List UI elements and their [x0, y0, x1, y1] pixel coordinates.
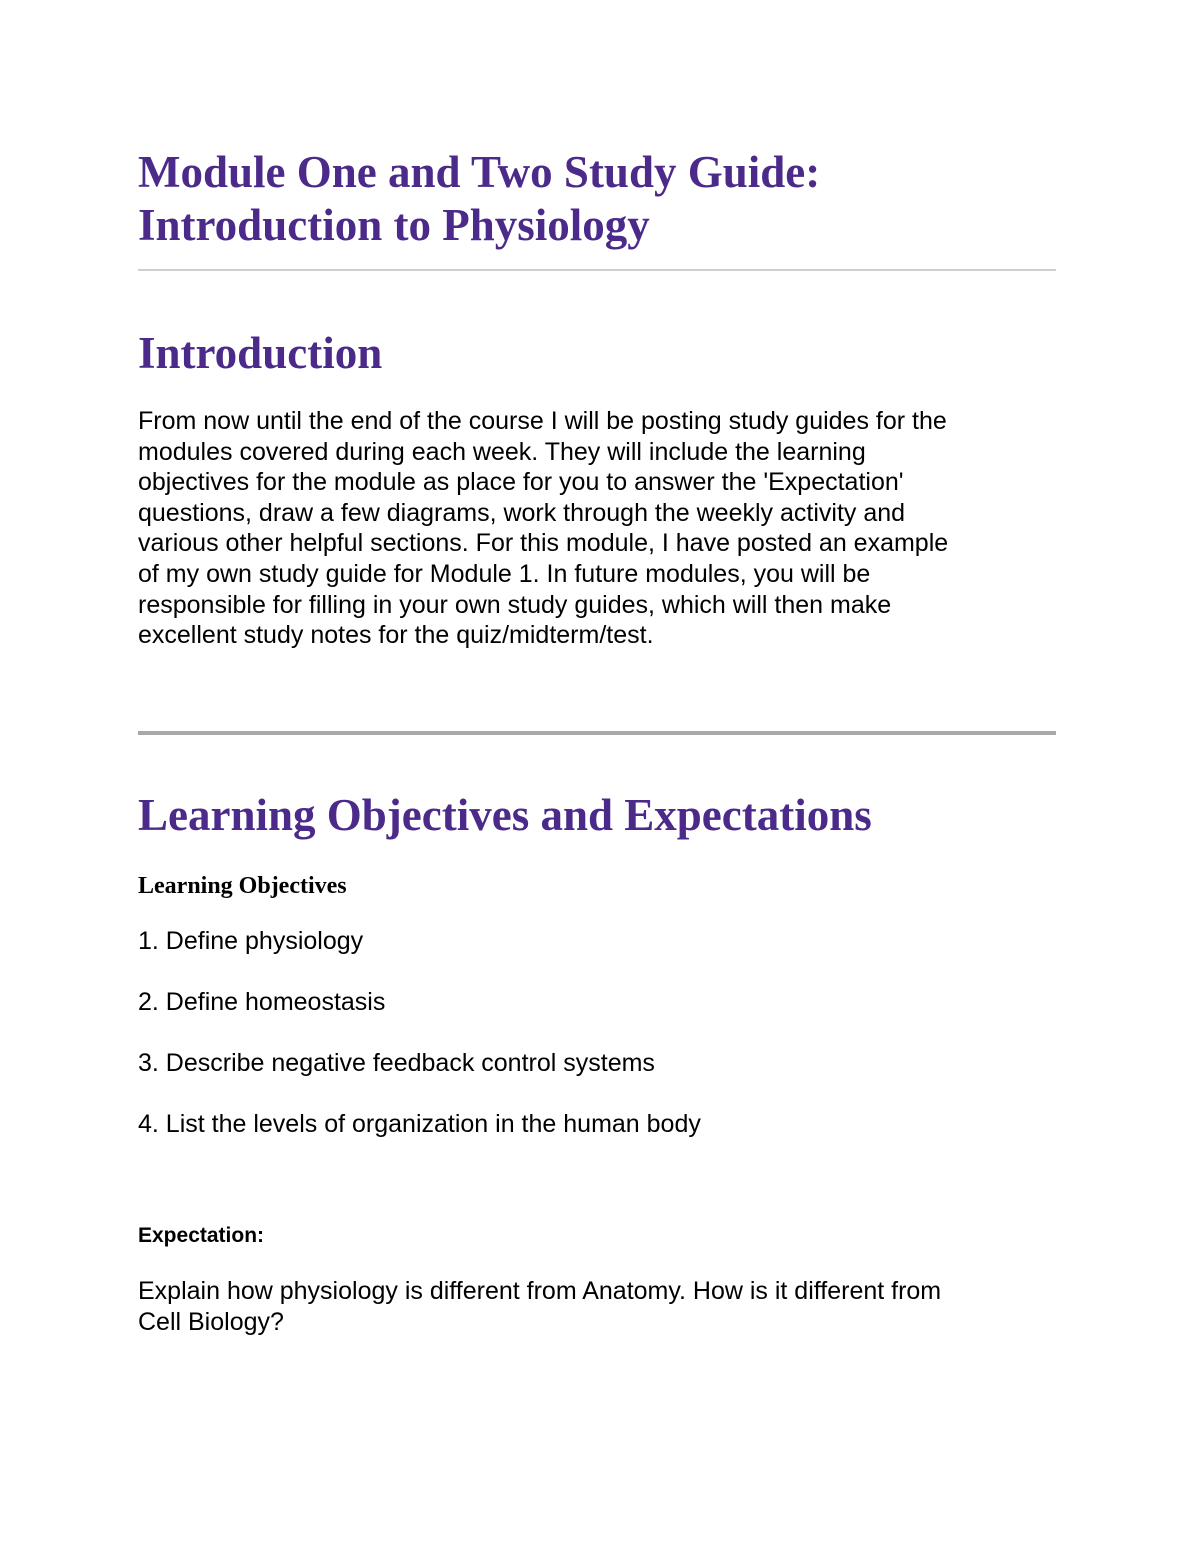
intro-line: responsible for filling in your own study guides, which will then make — [138, 590, 892, 619]
intro-line: questions, draw a few diagrams, work through the weekly activity and — [138, 498, 906, 527]
intro-line: various other helpful sections. For this module, I have posted an example — [138, 529, 949, 558]
intro-line: objectives for the module as place for you to answer the 'Expectation' — [138, 468, 904, 497]
intro-line: excellent study notes for the quiz/midterm/test. — [138, 621, 654, 650]
title-line-1: Module One and Two Study Guide: — [138, 147, 821, 197]
expectation-question — [138, 1276, 1038, 1337]
objective-item: 2. Define homeostasis — [138, 988, 386, 1016]
title-divider — [138, 269, 1056, 271]
document-title — [138, 146, 820, 252]
introduction-paragraph — [138, 406, 1038, 651]
learning-objectives-label: Learning Objectives — [138, 873, 347, 899]
intro-line: From now until the end of the course I will be posting study guides for the — [138, 407, 947, 435]
objective-item: 1. Define physiology — [138, 927, 364, 955]
section-divider — [138, 731, 1056, 735]
intro-line: of my own study guide for Module 1. In future modules, you will be — [138, 559, 871, 588]
objective-item: 3. Describe negative feedback control systems — [138, 1049, 655, 1077]
title-line-2: Introduction to Physiology — [138, 200, 650, 250]
introduction-heading: Introduction — [138, 328, 383, 378]
expectation-line: Cell Biology? — [138, 1307, 284, 1336]
objective-item: 4. List the levels of organization in the human body — [138, 1110, 701, 1138]
learning-objectives-heading: Learning Objectives and Expectations — [138, 790, 872, 840]
expectation-label: Expectation: — [138, 1224, 265, 1247]
intro-line: modules covered during each week. They will include the learning — [138, 437, 866, 466]
expectation-line: Explain how physiology is different from Anatomy. How is it different from — [138, 1277, 942, 1305]
